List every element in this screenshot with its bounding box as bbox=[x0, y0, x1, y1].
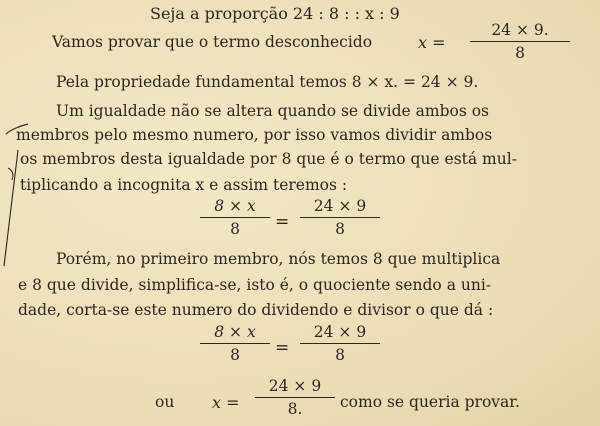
line-1-fraction-denominator: 8 bbox=[515, 44, 525, 62]
eq1-left-denominator: 8 bbox=[230, 220, 240, 238]
line-1-fraction bbox=[470, 20, 570, 63]
final-ou: ou bbox=[155, 393, 175, 411]
eq1-equals: = bbox=[275, 212, 290, 232]
line-4-text: membros pelo mesmo numero, por isso vamos dividir ambos bbox=[16, 126, 493, 144]
line-1-equation: x = bbox=[418, 33, 446, 52]
line-6-text: tiplicando a incognita x e assim teremos : bbox=[20, 176, 348, 194]
eq2-left-fraction bbox=[200, 322, 270, 365]
eq1-right-denominator: 8 bbox=[335, 220, 345, 238]
eq2-right-fraction bbox=[300, 322, 380, 365]
fraction-bar bbox=[300, 217, 380, 218]
final-denominator: 8. bbox=[287, 400, 303, 418]
fraction-bar bbox=[255, 397, 335, 398]
eq2-right-denominator: 8 bbox=[335, 346, 345, 364]
final-numerator: 24 × 9 bbox=[268, 377, 322, 395]
eq2-equals: = bbox=[275, 338, 290, 358]
line-3-text: Um igualdade não se altera quando se divide ambos os bbox=[56, 102, 489, 120]
proportion-heading: Seja a proporção 24 : 8 : : x : 9 bbox=[150, 4, 400, 23]
eq1-left-numerator: 8 × x bbox=[214, 197, 256, 215]
fraction-bar bbox=[200, 217, 270, 218]
final-tail: como se queria provar. bbox=[340, 393, 520, 411]
eq1-right-numerator: 24 × 9 bbox=[313, 197, 367, 215]
final-fraction bbox=[255, 376, 335, 419]
eq1-left-fraction bbox=[200, 196, 270, 239]
margin-pen-mark-icon bbox=[0, 120, 30, 270]
line-2-text: Pela propriedade fundamental temos 8 × x. = 24 × 9. bbox=[56, 73, 479, 91]
final-equation: x = bbox=[212, 393, 240, 412]
eq1-right-fraction bbox=[300, 196, 380, 239]
fraction-bar bbox=[470, 41, 570, 42]
line-1-fraction-numerator: 24 × 9. bbox=[491, 21, 549, 39]
line-9-text: dade, corta-se este numero do dividendo e divisor o que dá : bbox=[18, 301, 494, 319]
eq2-left-numerator: 8 × x bbox=[214, 323, 256, 341]
line-7-text: Porém, no primeiro membro, nós temos 8 que multiplica bbox=[56, 250, 501, 268]
fraction-bar bbox=[200, 343, 270, 344]
fraction-bar bbox=[300, 343, 380, 344]
line-5-text: os membros desta igualdade por 8 que é o termo que está mul- bbox=[20, 150, 517, 168]
line-1-text: Vamos provar que o termo desconhecido bbox=[52, 33, 373, 51]
line-8-text: e 8 que divide, simplifica-se, isto é, o quociente sendo a uni- bbox=[18, 276, 492, 294]
eq2-right-numerator: 24 × 9 bbox=[313, 323, 367, 341]
eq2-left-denominator: 8 bbox=[230, 346, 240, 364]
